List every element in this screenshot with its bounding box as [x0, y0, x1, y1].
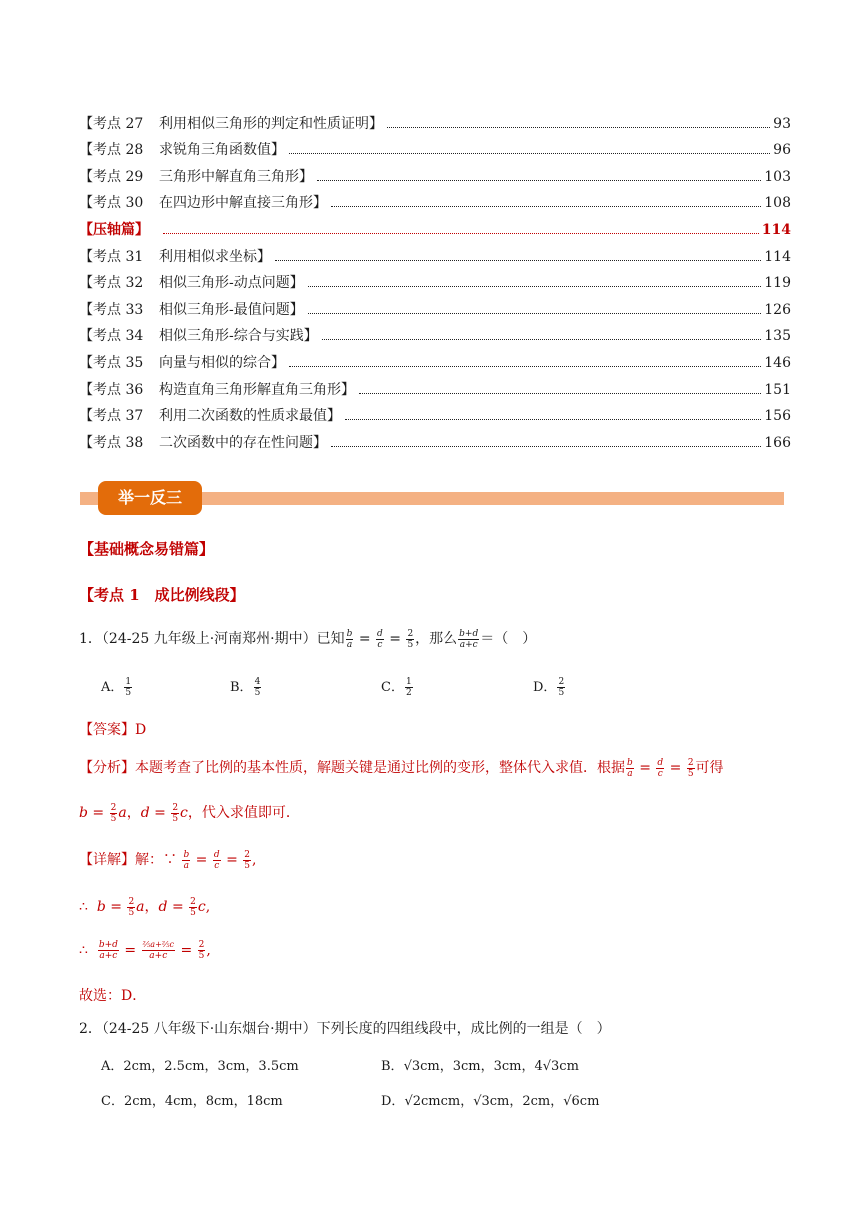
toc-page: 93 [773, 115, 791, 132]
toc-title: 相似三角形-最值问题】 [159, 301, 304, 318]
q2-option-b[interactable]: B．√3cm，3cm，3cm，4√3cm [381, 1059, 579, 1074]
toc-leader [275, 260, 761, 261]
toc-leader [359, 393, 761, 394]
q1-stem-mid: ，那么 [415, 631, 458, 647]
toc-kaodian: 【考点 34 [79, 328, 144, 345]
section-banner: 举一反三 [98, 481, 202, 515]
toc-title: 构造直角三角形解直角三角形】 [159, 381, 355, 398]
toc-title: 三角形中解直角三角形】 [159, 168, 313, 185]
q1-option-b[interactable]: B． $\frac{4}{5}$ [230, 677, 261, 698]
toc-page: 114 [764, 248, 791, 265]
toc-row[interactable] [79, 266, 791, 293]
toc-row[interactable] [79, 292, 791, 319]
toc-kaodian: 【考点 31 [79, 248, 144, 265]
toc-page: 119 [764, 275, 791, 292]
toc-leader [317, 180, 761, 181]
toc-row[interactable] [79, 345, 791, 372]
toc-row[interactable] [79, 399, 791, 426]
toc-page: 108 [764, 195, 791, 212]
toc-kaodian: 【考点 36 [79, 381, 144, 398]
analysis-label: 【分析】 [79, 760, 135, 776]
q1-stem-prefix: 1．（24-25 九年级上·河南郑州·期中）已知 [79, 631, 345, 647]
q2-option-d[interactable]: D．√2cmcm，√3cm，2cm，√6cm [381, 1094, 600, 1109]
toc-page: 135 [764, 328, 791, 345]
analysis-line2: b = $\frac{2}{5}$ a，d = $\frac{2}{5}$ c，代入求值即可． [79, 802, 300, 824]
toc-kaodian: 【压轴篇】 [79, 221, 149, 238]
conclusion: 故选：D． [79, 988, 147, 1004]
detail-step3: ∴ $\frac{b+d}{a+c}$ = $\frac{\text{⅖a+⅖c}}{a+c}$ = $\frac{2}{5}$ , [79, 940, 211, 961]
toc-kaodian: 【考点 35 [79, 354, 144, 371]
toc-row[interactable] [79, 425, 791, 452]
toc-page: 114 [761, 221, 791, 238]
toc-title: 求锐角三角函数值】 [159, 142, 285, 159]
detail: 【详解】解：∵ $\frac{b}{a}$ = $\frac{d}{c}$ = $\frac{2}{5}$ , [79, 849, 257, 871]
toc-title: 向量与相似的综合】 [159, 354, 285, 371]
detail-label: 【详解】 [79, 852, 135, 868]
toc-page: 156 [764, 408, 791, 425]
toc-title: 利用相似三角形的判定和性质证明】 [159, 115, 383, 132]
toc-leader [308, 313, 762, 314]
question-1: 1．（24-25 九年级上·河南郑州·期中）已知 $\frac{b}{a}$ = $\frac{d}{c}$ = $\frac{2}{5}$ ，那么 $\frac{b+d}{a+c}$ ＝（ ） [79, 628, 537, 650]
toc-kaodian: 【考点 27 [79, 115, 144, 132]
section-title: 【基础概念易错篇】 [79, 540, 215, 558]
analysis-tail: 可得 [695, 760, 724, 776]
answer: 【答案】D [79, 722, 147, 738]
q1-stem-end: ＝（ ） [480, 631, 537, 647]
toc-row[interactable] [79, 159, 791, 186]
toc-row[interactable] [79, 106, 791, 133]
toc-kaodian: 【考点 32 [79, 275, 144, 292]
toc-row[interactable] [79, 319, 791, 346]
toc-leader [163, 233, 759, 234]
toc-title: 在四边形中解直接三角形】 [159, 195, 327, 212]
toc-leader [331, 446, 761, 447]
toc-page: 96 [773, 142, 791, 159]
toc-row[interactable] [79, 133, 791, 160]
toc-leader [308, 286, 762, 287]
q2-option-c[interactable]: C．2cm，4cm，8cm，18cm [101, 1094, 283, 1109]
analysis-text: 本题考查了比例的基本性质，解题关键是通过比例的变形，整体代入求值．根据 [135, 760, 625, 776]
toc-page: 146 [764, 354, 791, 371]
toc-kaodian: 【考点 30 [79, 195, 144, 212]
analysis: 【分析】本题考查了比例的基本性质，解题关键是通过比例的变形，整体代入求值．根据 $\frac{b}{a}$ = $\frac{d}{c}$ = $\frac{2}{5}$ 可得 [79, 757, 724, 779]
table-of-contents [79, 106, 791, 452]
q1-option-a[interactable]: A． $\frac{1}{5}$ [101, 677, 132, 698]
toc-leader [387, 127, 770, 128]
toc-title: 相似三角形-综合与实践】 [159, 328, 318, 345]
toc-kaodian: 【考点 28 [79, 142, 144, 159]
q2-option-a[interactable]: A．2cm，2.5cm，3cm，3.5cm [101, 1059, 299, 1074]
analysis-line2-end: ，代入求值即可． [187, 805, 300, 821]
toc-page: 103 [764, 168, 791, 185]
toc-kaodian: 【考点 33 [79, 301, 144, 318]
toc-kaodian: 【考点 29 [79, 168, 144, 185]
toc-row[interactable] [79, 212, 791, 239]
question-2: 2．（24-25 八年级下·山东烟台·期中）下列长度的四组线段中，成比例的一组是（ ） [79, 1021, 611, 1037]
toc-leader [289, 366, 761, 367]
toc-leader [289, 153, 770, 154]
toc-leader [322, 339, 762, 340]
detail-step2: ∴ b = $\frac{2}{5}$ a，d = $\frac{2}{5}$ c, [79, 896, 211, 918]
toc-kaodian: 【考点 38 [79, 434, 144, 451]
toc-page: 151 [764, 381, 791, 398]
toc-title: 二次函数中的存在性问题】 [159, 434, 327, 451]
toc-leader [331, 206, 761, 207]
detail-text: 解：∵ [135, 852, 177, 868]
toc-leader [345, 419, 761, 420]
toc-title: 利用相似求坐标】 [159, 248, 271, 265]
q1-option-c[interactable]: C． $\frac{1}{2}$ [381, 677, 412, 698]
toc-title: 相似三角形-动点问题】 [159, 275, 304, 292]
kaodian-heading: 【考点 1 成比例线段】 [79, 586, 245, 604]
q1-option-d[interactable]: D． $\frac{2}{5}$ [533, 677, 565, 698]
toc-kaodian: 【考点 37 [79, 408, 144, 425]
toc-row[interactable] [79, 372, 791, 399]
toc-row[interactable] [79, 186, 791, 213]
toc-row[interactable] [79, 239, 791, 266]
toc-page: 126 [764, 301, 791, 318]
toc-page: 166 [764, 434, 791, 451]
toc-title: 利用二次函数的性质求最值】 [159, 408, 341, 425]
